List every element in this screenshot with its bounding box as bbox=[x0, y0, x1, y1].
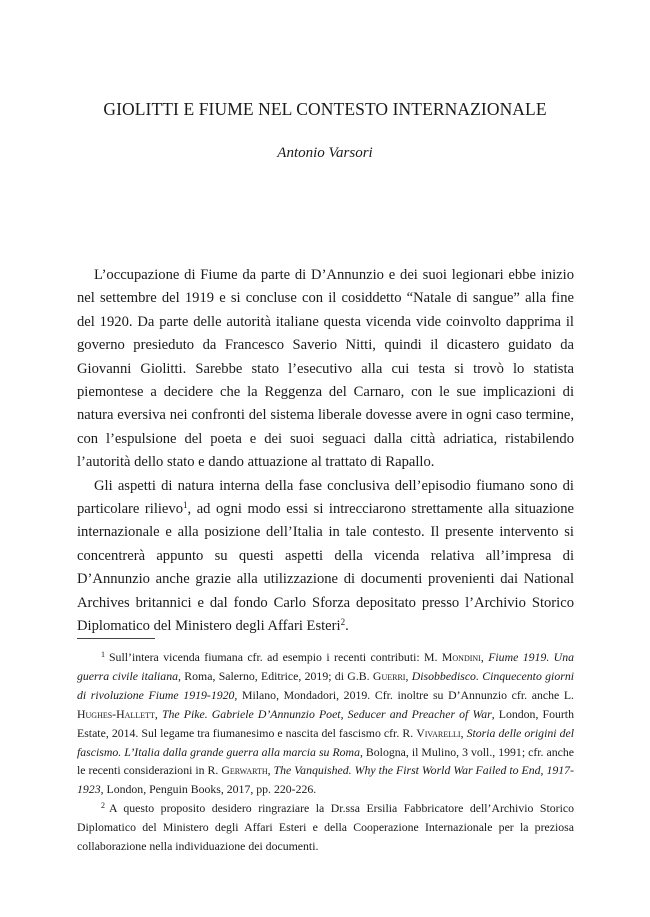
author-name: Hughes-Hallett bbox=[77, 706, 155, 721]
footnotes bbox=[77, 648, 574, 856]
paragraph-2-text-b: , ad ogni modo essi si intrecciarono strettamente alla situazione internazionale e alla posizione dell’Italia in tale contesto. Il presente intervento si concentrerà appunto su questi aspetti della vicenda relativa all’impresa di D’Annunzio anche grazie alla utilizzazione di documenti provenienti dai National Archives britannici e dal fondo Carlo Sforza depositato presso l’Archivio Storico Diplomatico del Ministero degli Affari Esteri bbox=[77, 501, 574, 635]
author-name: Gerwarth bbox=[221, 763, 268, 778]
author-name: Mondini bbox=[441, 650, 481, 664]
footnote-text: , bbox=[480, 650, 489, 664]
footnote-text: , Milano, Mondadori, 2019. Cfr. inoltre su D’Annunzio cfr. anche L. bbox=[234, 687, 574, 702]
footnote-text: , London, Penguin Books, 2017, pp. 220-226. bbox=[100, 782, 317, 797]
book-title: The Vanquished. Why the First World War Failed to End, 1917-1923 bbox=[77, 763, 574, 797]
footnote-text: , Roma, Salerno, Editrice, 2019; di G.B. bbox=[178, 668, 373, 683]
paragraph-1-text: L’occupazione di Fiume da parte di D’Annunzio e dei suoi legionari ebbe inizio nel settembre del 1919 e si concluse con il cosiddetto “Natale di sangue” alla fine del 1920. Da parte delle autorità italiane questa vicenda vide coinvolto dapprima il governo presieduto da Francesco Saverio Nitti, quindi il dicastero guidato da Giovanni Giolitti. Sarebbe stato l’esecutivo alla cui testa si trovò lo statista piemontese a decidere che la Reggenza del Carnaro, con le sue implicazioni di natura eversiva nei confronti del sistema liberale dovesse avere in ogni caso termine, con l’espulsione del poeta e dei suoi seguaci dalla città adriatica, ristabilendo l’autorità dello stato e dando attuazione al trattato di Rapallo. bbox=[77, 267, 574, 471]
article-body bbox=[77, 264, 574, 639]
footnote-number-2: 2 bbox=[101, 801, 105, 811]
book-title: Fiume 1919. Una guerra civile italiana bbox=[77, 650, 574, 683]
footnote-text: , London, Fourth Estate, 2014. Sul legame tra fiumanesimo e nascita del fascismo cfr. R. bbox=[77, 706, 574, 740]
footnote-separator bbox=[77, 638, 155, 639]
footnote-2 bbox=[77, 799, 574, 856]
paragraph-1 bbox=[77, 264, 574, 475]
footnote-text: , bbox=[405, 668, 412, 683]
paragraph-2-text-c: . bbox=[345, 618, 349, 635]
book-title: The Pike. Gabriele D’Annunzio Poet, Seducer and Preacher of War bbox=[161, 706, 492, 721]
footnote-text: , bbox=[267, 763, 274, 778]
footnote-text: Sull’intera vicenda fiumana cfr. ad esempio i recenti contributi: M. bbox=[109, 650, 442, 664]
author-name: Vivarelli bbox=[416, 725, 461, 740]
footnote-text: , bbox=[460, 725, 467, 740]
article-author: Antonio Varsori bbox=[277, 145, 373, 161]
footnote-text: , bbox=[154, 706, 162, 721]
paragraph-2-text-a: Gli aspetti di natura interna della fase conclusiva dell’episodio fiumano sono di particolare rilievo bbox=[77, 477, 574, 518]
book-title: Storia delle origini del fascismo. L’Italia dalla grande guerra alla marcia su Roma bbox=[77, 725, 574, 759]
footnote-2-text: A questo proposito desidero ringraziare la Dr.ssa Ersilia Fabbricatore dell’Archivio Storico Diplomatico del Ministero degli Affari Esteri e della Cooperazione Internazionale per la preziosa collaborazione nella individuazione dei documenti. bbox=[77, 801, 574, 854]
footnote-ref-2[interactable]: 2 bbox=[340, 617, 346, 628]
author-name: Guerri bbox=[372, 668, 406, 683]
book-title: Disobbedisco. Cinquecento giorni di rivoluzione Fiume 1919-1920 bbox=[77, 668, 575, 702]
footnote-text: , Bologna, il Mulino, 3 voll., 1991; cfr. anche le recenti considerazioni in R. bbox=[77, 744, 574, 778]
footnote-number-1: 1 bbox=[101, 650, 105, 659]
paragraph-2 bbox=[77, 475, 574, 639]
footnote-1 bbox=[77, 648, 574, 799]
footnote-ref-1[interactable]: 1 bbox=[183, 500, 188, 511]
article-title: GIOLITTI E FIUME NEL CONTESTO INTERNAZIONALE bbox=[103, 99, 547, 119]
